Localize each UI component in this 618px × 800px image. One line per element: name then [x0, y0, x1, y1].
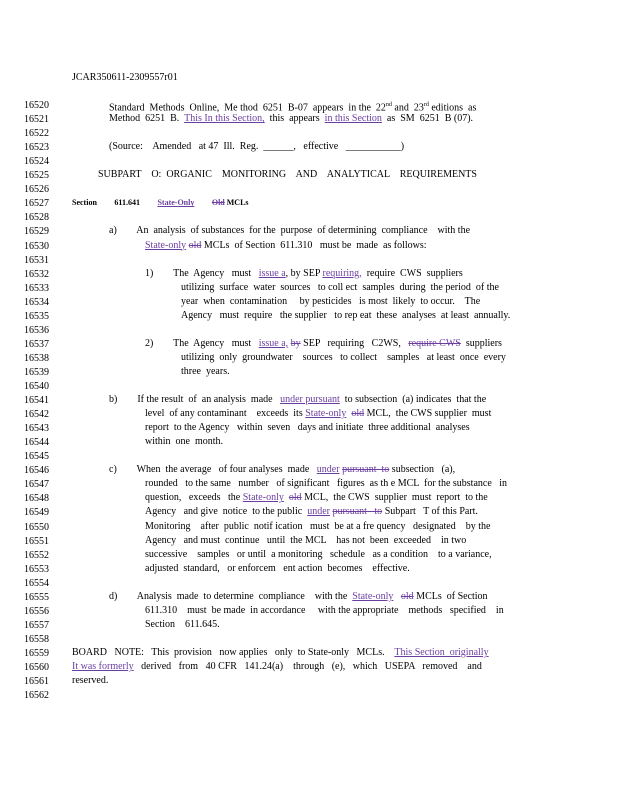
deleted-text: pursuant to: [332, 506, 383, 518]
text-segment: rounded to the same number of significant figures as th e MCL for the substance in: [145, 478, 508, 490]
line-number: 16530: [24, 240, 49, 252]
line-number: 16553: [24, 563, 49, 575]
text-segment: [97, 197, 115, 208]
deleted-text: old: [400, 590, 414, 602]
line-number: 16520: [24, 100, 49, 111]
text-line: [145, 239, 427, 253]
inserted-text: It was formerly: [72, 661, 134, 672]
line-number: 16545: [24, 451, 49, 463]
line-number: 16531: [24, 254, 49, 266]
line-number: 16526: [24, 184, 49, 196]
text-line: [72, 674, 108, 688]
line-number: 16546: [24, 465, 49, 477]
line-number: 16523: [24, 142, 49, 154]
line-number: 16540: [24, 381, 49, 392]
text-line: [181, 351, 506, 365]
line-number: 16537: [24, 338, 49, 350]
line-number: 16556: [24, 605, 49, 617]
text-line: [181, 365, 230, 379]
text-line: [145, 477, 507, 491]
inserted-text: State-only: [352, 590, 394, 602]
text-segment: d) Analysis made to determine compliance with the: [109, 590, 353, 602]
line-number: 16562: [24, 690, 49, 702]
text-line: [109, 224, 470, 238]
text-line: [109, 393, 486, 407]
line-number: 16528: [24, 212, 49, 224]
text-line: [145, 337, 502, 351]
text-line: [181, 281, 499, 295]
text-line: [181, 295, 480, 309]
line-number: 16549: [24, 507, 49, 519]
text-segment: [393, 591, 401, 602]
text-segment: utilizing surface water sources to coll ect samples during the period of the: [181, 281, 499, 293]
text-segment: Method 6251 B.: [109, 113, 185, 125]
line-number: 16560: [24, 662, 49, 673]
text-line: [145, 505, 478, 519]
line-number: 16559: [24, 647, 49, 659]
text-segment: three years.: [181, 365, 230, 377]
text-segment: year when contamination by pesticides is most likely to occur. The: [181, 295, 481, 307]
line-number: 16527: [24, 198, 49, 210]
line-number: 16539: [24, 366, 49, 378]
text-segment: b) If the result of an analysis made: [109, 394, 281, 406]
text-segment: MCLs of Section: [413, 590, 488, 602]
inserted-text: issue a: [258, 267, 286, 279]
text-segment: level of any contaminant exceeds its: [145, 408, 306, 420]
text-line: [109, 463, 455, 477]
inserted-text: State-only: [305, 408, 347, 420]
text-segment: question, exceeds the: [145, 492, 243, 504]
text-segment: to subsection (a) indicates that the: [339, 394, 487, 406]
ordinal-superscript: rd: [423, 102, 429, 108]
deleted-text: Old: [211, 198, 225, 208]
inserted-text: State-only: [145, 239, 187, 251]
text-line: [72, 646, 489, 660]
text-line: [145, 534, 466, 548]
text-segment: this appears: [264, 113, 325, 125]
line-number: 16529: [24, 226, 49, 238]
line-number: 16525: [24, 170, 49, 182]
text-line: [98, 168, 477, 182]
text-line: [145, 618, 220, 632]
text-line: [145, 267, 463, 281]
deleted-text: old: [188, 239, 202, 251]
line-number: 16542: [24, 409, 49, 421]
inserted-text: requiring,: [322, 267, 362, 279]
text-segment: and 23: [391, 102, 424, 114]
text-segment: require CWS suppliers: [361, 267, 463, 279]
inserted-text: This In this Section,: [184, 113, 265, 125]
line-number: 16532: [24, 268, 49, 280]
text-segment: [140, 197, 158, 208]
text-segment: MCLs: [224, 198, 249, 208]
inserted-text: under: [307, 506, 330, 518]
line-number: 16550: [24, 521, 49, 533]
text-segment: adjusted standard, or enforcem ent action becomes effective.: [145, 562, 410, 574]
line-number: 16543: [24, 423, 49, 435]
line-number: 16551: [24, 535, 49, 547]
text-segment: reserved.: [72, 675, 109, 687]
text-segment: MCL, the CWS supplier must report to the: [301, 492, 488, 504]
text-segment: SUBPART O: ORGANIC MONITORING AND ANALYTICAL REQUIREMENTS: [98, 169, 477, 181]
inserted-text: in this Section: [324, 113, 382, 125]
line-number: 16561: [24, 676, 49, 688]
text-segment: 2) The Agency must: [145, 337, 259, 349]
text-segment: Section 611.645.: [145, 618, 220, 630]
line-number: 16557: [24, 619, 49, 631]
text-segment: 611.641: [114, 198, 140, 208]
line-number: 16555: [24, 591, 49, 603]
line-number: 16522: [24, 128, 49, 140]
text-line: [145, 435, 223, 449]
deleted-text: old: [288, 492, 302, 504]
document-header-code: JCAR350611-2309557r01: [72, 72, 178, 83]
text-segment: editions as: [428, 102, 477, 114]
text-line: [109, 98, 476, 112]
text-line: [145, 421, 470, 435]
text-segment: Agency must require the supplier to rep eat these analyses at least annually.: [181, 309, 511, 321]
text-line: [145, 520, 490, 534]
text-line: [145, 604, 504, 618]
text-line: [181, 309, 510, 323]
line-number: 16538: [24, 352, 49, 364]
line-number: 16558: [24, 633, 49, 645]
line-number: 16541: [24, 395, 49, 407]
text-segment: report to the Agency within seven days and initiate three additional analyses: [145, 422, 470, 434]
line-number: 16533: [24, 282, 49, 294]
line-number: 16521: [24, 114, 49, 126]
inserted-text: under: [316, 464, 340, 476]
text-segment: 1) The Agency must: [145, 267, 259, 279]
text-segment: utilizing only groundwater sources to collect samples at least once every: [181, 351, 506, 363]
text-segment: Agency and give notice to the public: [145, 506, 308, 518]
text-segment: Subpart T of this Part.: [382, 506, 478, 518]
line-number: 16548: [24, 493, 49, 505]
text-segment: MCL, the CWS supplier must: [364, 408, 492, 420]
text-line: [109, 140, 404, 154]
text-segment: Monitoring after public notif ication must be at a fre quency designated by the: [145, 520, 491, 532]
text-segment: , by SEP: [285, 267, 323, 279]
text-segment: as SM 6251 B (07).: [381, 113, 474, 125]
line-number: 16547: [24, 479, 49, 491]
deleted-text: old: [351, 408, 365, 420]
inserted-text: issue a,: [258, 337, 289, 349]
line-number: 16552: [24, 549, 49, 561]
text-line: [145, 562, 410, 576]
text-line: [145, 548, 492, 562]
inserted-text: under pursuant: [280, 394, 340, 406]
text-segment: a) An analysis of substances for the purpose of determining compliance with the: [109, 225, 471, 237]
text-segment: Agency and must continue until the MCL has not been exceeded in two: [145, 534, 467, 546]
text-line: [72, 196, 249, 210]
text-segment: within one month.: [145, 436, 224, 448]
text-segment: [194, 197, 212, 208]
text-segment: BOARD NOTE: This provision now applies only to State-only MCLs.: [72, 646, 395, 658]
text-line: [109, 112, 473, 126]
line-number: 16536: [24, 324, 49, 336]
text-segment: derived from 40 CFR 141.24(a) through (e), which USEPA removed and: [133, 661, 482, 672]
deleted-text: by: [290, 337, 301, 349]
deleted-text: require CWS: [408, 337, 461, 349]
text-segment: Section: [72, 198, 97, 208]
text-segment: 611.310 must be made in accordance with the appropriate methods specified in: [145, 604, 504, 616]
line-number: 16535: [24, 310, 49, 322]
text-line: [109, 590, 488, 604]
ordinal-superscript: nd: [385, 102, 392, 108]
text-line: [145, 491, 488, 505]
text-segment: (Source: Amended at 47 Ill. Reg. ______, effective ___________): [109, 141, 405, 153]
line-number: 16554: [24, 577, 49, 589]
text-segment: SEP requiring C2WS,: [300, 337, 409, 349]
deleted-text: pursuant to: [342, 464, 390, 476]
text-line: [72, 660, 482, 674]
line-number: 16534: [24, 296, 49, 308]
text-segment: c) When the average of four analyses made: [109, 464, 317, 476]
inserted-text: State-Only: [157, 198, 195, 208]
inserted-text: State-only: [242, 492, 284, 504]
line-number: 16524: [24, 156, 49, 168]
text-line: [145, 407, 491, 421]
text-segment: subsection (a),: [389, 464, 456, 476]
text-segment: Standard Methods Online, Me thod 6251 B-07 appears in the 22: [109, 102, 386, 114]
line-number: 16544: [24, 437, 49, 449]
text-segment: successive samples or until a monitoring schedule as a condition to a variance,: [145, 548, 492, 560]
text-segment: MCLs of Section 611.310 must be made as follows:: [201, 239, 427, 251]
text-segment: suppliers: [460, 337, 502, 349]
inserted-text: This Section originally: [394, 646, 489, 658]
